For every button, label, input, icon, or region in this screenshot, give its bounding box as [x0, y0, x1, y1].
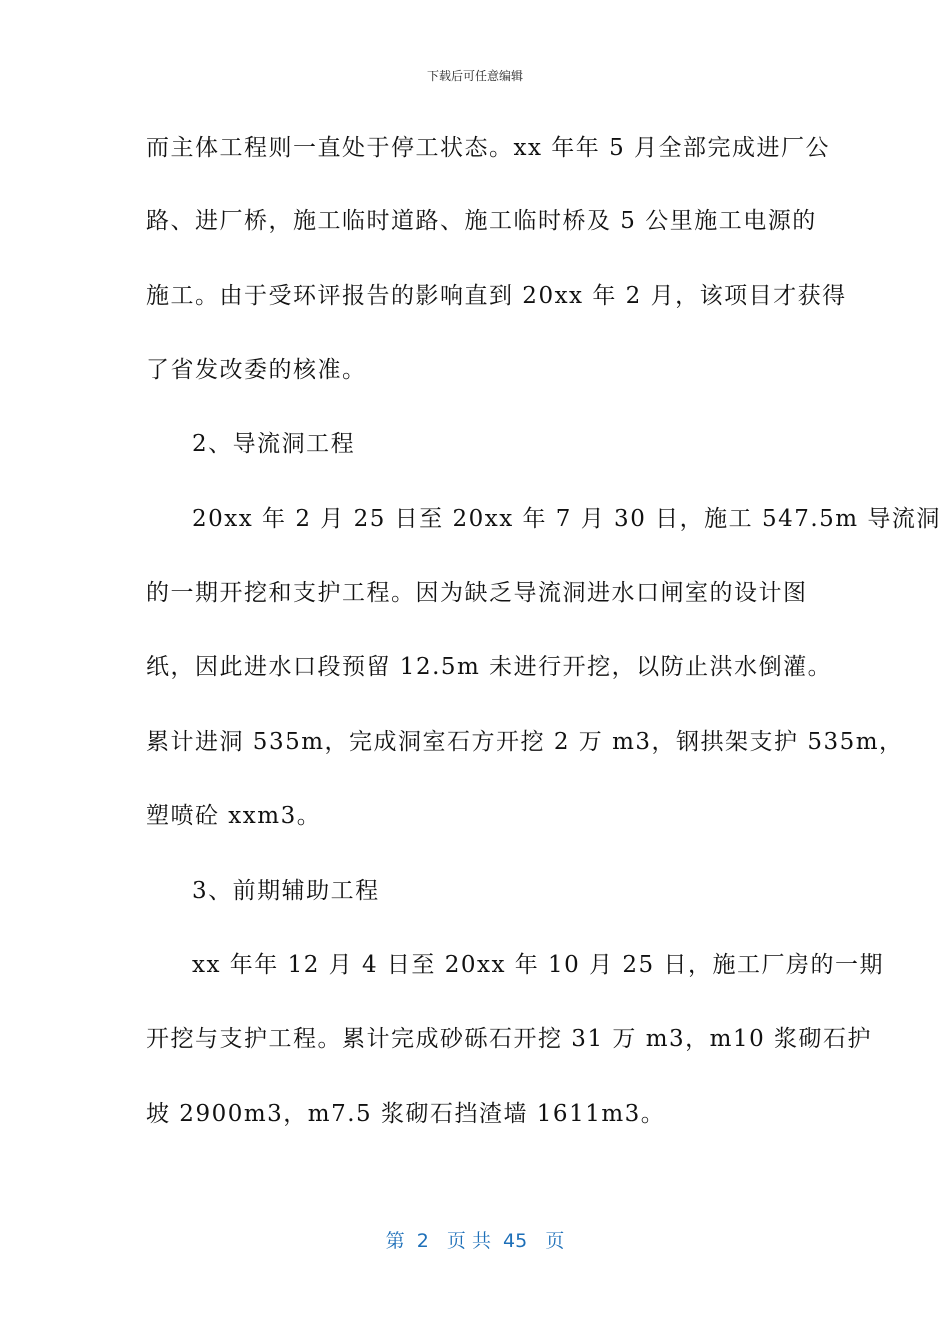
paragraph-line: 了省发改委的核准。 — [146, 357, 367, 383]
page-number: 第 2 页 共 45 页 — [385, 1230, 565, 1252]
paragraph-line: xx 年年 12 月 4 日至 20xx 年 10 月 25 日，施工厂房的一期 — [192, 952, 885, 978]
section-heading: 3、前期辅助工程 — [192, 878, 380, 904]
paragraph-line: 20xx 年 2 月 25 日至 20xx 年 7 月 30 日，施工 547.5m 导流洞 — [192, 506, 941, 532]
paragraph-line: 的一期开挖和支护工程。因为缺乏导流洞进水口闸室的设计图 — [146, 580, 808, 606]
paragraph-line: 路、进厂桥，施工临时道路、施工临时桥及 5 公里施工电源的 — [146, 208, 817, 234]
paragraph-line: 开挖与支护工程。累计完成砂砾石开挖 31 万 m3，m10 浆砌石护 — [146, 1026, 873, 1052]
section-heading: 2、导流洞工程 — [192, 431, 356, 457]
paragraph-line: 坡 2900m3，m7.5 浆砌石挡渣墙 1611m3。 — [146, 1101, 666, 1127]
paragraph-line: 而主体工程则一直处于停工状态。xx 年年 5 月全部完成进厂公 — [146, 135, 831, 161]
header-note: 下载后可任意编辑 — [426, 69, 523, 83]
paragraph-line: 塑喷砼 xxm3。 — [146, 803, 322, 829]
paragraph-line: 纸，因此进水口段预留 12.5m 未进行开挖，以防止洪水倒灌。 — [146, 654, 833, 680]
paragraph-line: 累计进洞 535m，完成洞室石方开挖 2 万 m3，钢拱架支护 535m， — [146, 729, 904, 755]
paragraph-line: 施工。由于受环评报告的影响直到 20xx 年 2 月，该项目才获得 — [146, 283, 847, 309]
